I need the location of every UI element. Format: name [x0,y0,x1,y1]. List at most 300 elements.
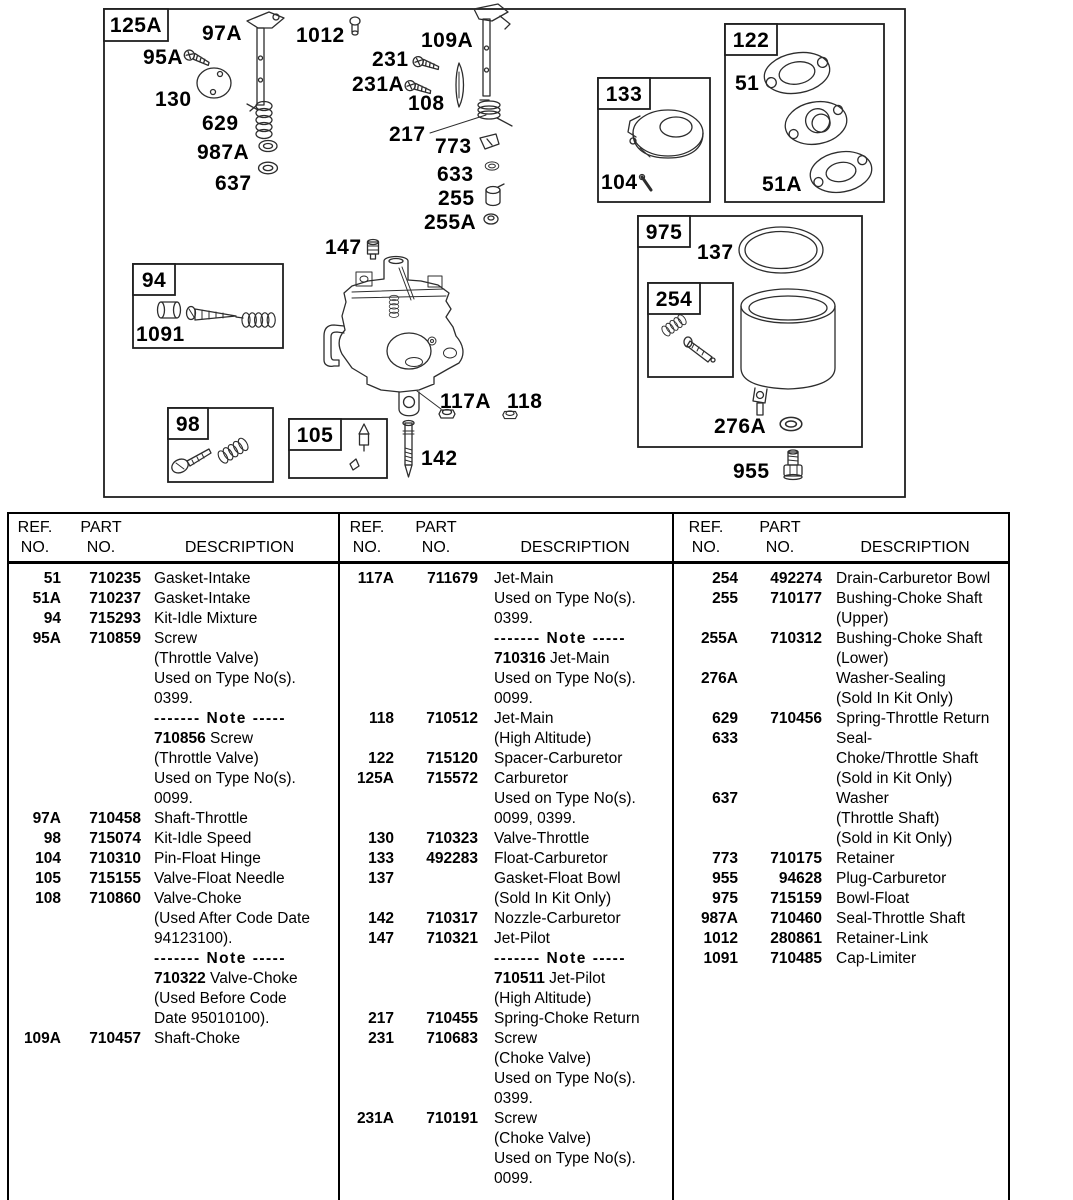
description-line: (Upper) [836,610,889,627]
part-row [9,829,338,849]
exploded-parts-diagram [0,0,1073,512]
callout-label-1091: 1091 [136,323,185,346]
description-line: Valve-Float Needle [154,870,285,887]
part-no: 710237 [89,590,141,607]
ref-no: 955 [712,870,738,887]
parts-table [7,512,1010,1200]
ref-no: 122 [368,750,394,767]
part-no: 710455 [426,1010,478,1027]
description-line: Jet-Pilot [494,930,550,947]
ref-header: REF. NO. [17,519,53,556]
part-row [674,569,1008,589]
description-line: (Sold In Kit Only) [836,690,954,707]
ref-no: 125A [356,770,394,787]
part-no: 710312 [770,630,822,647]
intake-gasket-alt-mid-drawing [782,97,850,149]
part-no: 710321 [426,930,478,947]
description-line: (Used After Code Date [154,910,310,927]
float-bowl-gasket-drawing [739,227,823,273]
choke-shaft-seal-drawing [485,162,499,170]
description-line: (High Altitude) [494,730,592,747]
ref-header: REF. NO. [349,519,385,556]
choke-valve-screw-drawing [412,56,439,70]
description-line: Valve-Throttle [494,830,590,847]
float-needle-valve-drawing [350,424,369,470]
description-line: Used on Type No(s). [154,770,296,787]
table-header [674,514,1008,564]
group-label-254: 254 [655,288,693,311]
ref-no: 975 [712,890,738,907]
callout-label-633: 633 [437,163,474,186]
part-no: 710177 [770,590,822,607]
description-line: Bushing-Choke Shaft [836,590,983,607]
callout-label-117A: 117A [440,390,492,413]
description-line: Retainer-Link [836,930,929,947]
part-row [340,569,672,709]
table-header [340,514,672,564]
callout-label-255: 255 [438,187,475,210]
part-no: 710512 [426,710,478,727]
part-row [9,629,338,809]
intake-gasket-alt-drawing [807,147,875,197]
description-line: 0399. [494,610,533,627]
description-line: 0399. [494,1090,533,1107]
part-row [340,1009,672,1029]
part-row [9,849,338,869]
description [478,909,672,929]
description-line: (Sold In Kit Only) [494,890,612,907]
ref-no: 142 [368,910,394,927]
callout-label-637: 637 [215,172,252,195]
part-row [674,789,1008,849]
choke-shaft-drawing [474,4,510,96]
description [822,889,1008,909]
ref-no: 104 [35,850,61,867]
description-line: Carburetor [494,770,569,787]
desc-header: DESCRIPTION [520,539,630,556]
callout-label-255A: 255A [424,211,477,234]
part-no: 715572 [426,770,478,787]
ref-no: 130 [368,830,394,847]
part-no [738,669,822,709]
callout-label-104: 104 [601,171,638,194]
description-line: Gasket-Intake [154,590,251,607]
part-no: 710485 [770,950,822,967]
callout-label-118: 118 [507,390,543,413]
part-no: 492283 [426,850,478,867]
description [822,909,1008,929]
retainer-drawing [480,134,499,149]
description [478,769,672,829]
part-row [340,709,672,749]
description-line: (Used Before Code [154,990,287,1007]
description-line: Nozzle-Carburetor [494,910,621,927]
description-line: Used on Type No(s). [494,590,636,607]
description [822,949,1008,969]
part-no: 710860 [89,890,141,907]
callout-label-955: 955 [733,460,770,483]
ref-no: 231 [368,1030,394,1047]
description-line: ------- Note ----- [494,950,626,967]
part-row [674,889,1008,909]
part-row [340,869,672,909]
callout-label-276A: 276A [714,415,767,438]
ref-no: 1091 [703,950,738,967]
description [822,789,1008,849]
ref-no: 147 [368,930,394,947]
group-box-975 [638,216,862,447]
ref-no: 137 [368,870,394,887]
part-no: 715159 [770,890,822,907]
nozzle-drawing [403,421,414,478]
part-row [340,749,672,769]
description [822,569,1008,589]
description-line: ------- Note ----- [154,950,286,967]
part-no: 715074 [89,830,141,847]
description-line: (Throttle Valve) [154,750,259,767]
description-line: Shaft-Throttle [154,810,248,827]
part-row [340,909,672,929]
callout-label-137: 137 [697,241,734,264]
callout-label-142: 142 [421,447,458,470]
part-row [9,809,338,829]
part-row [340,1029,672,1109]
part-row [340,1109,672,1189]
ref-no: 108 [35,890,61,907]
callout-label-231: 231 [372,48,409,71]
description-line: 710316 Jet-Main [494,650,610,667]
ref-no: 98 [43,830,61,847]
callout-label-108: 108 [408,92,445,115]
throttle-return-spring-drawing [247,102,272,139]
description-line: 710322 Valve-Choke [154,970,298,987]
description-line: 0099. [494,1170,533,1187]
choke-bushing-upper-drawing [486,184,504,206]
jet-pilot-drawing [368,240,379,260]
parts-table-column-1 [9,514,338,1200]
description [822,669,1008,709]
desc-header: DESCRIPTION [860,539,970,556]
description-line: Washer-Sealing [836,670,946,687]
description-line: Washer [836,790,889,807]
description [822,589,1008,629]
throttle-shaft-drawing [247,12,284,111]
bowl-drain-spring-drawing [660,313,688,337]
carburetor-plug-drawing [784,450,802,480]
ref-no: 1012 [703,930,738,947]
description [822,869,1008,889]
ref-no: 133 [368,850,394,867]
part-no: 492274 [770,570,822,587]
description [478,749,672,769]
part-row [674,909,1008,929]
description [822,709,1008,729]
idle-mixture-spring-drawing [242,313,275,327]
ref-header: REF. NO. [688,519,724,556]
part-row [9,1029,338,1049]
part-no [394,869,478,909]
description-line: Used on Type No(s). [494,670,636,687]
part-no [738,789,822,849]
description-line: Used on Type No(s). [154,670,296,687]
float-bowl-drawing [741,289,835,415]
part-row [340,769,672,829]
callout-label-629: 629 [202,112,239,135]
part-row [9,889,338,1029]
description-line: (Throttle Valve) [154,650,259,667]
ref-no: 117A [357,570,394,587]
part-row [9,869,338,889]
description-line: 0099. [154,790,193,807]
description-line: Plug-Carburetor [836,870,947,887]
group-label-975: 975 [645,221,683,244]
retainer-link-drawing [350,17,360,35]
description [822,929,1008,949]
description-line: Float-Carburetor [494,850,608,867]
part-row [9,569,338,589]
ref-no: 105 [35,870,61,887]
body-spring-drawing [389,295,399,317]
part-no: 710457 [89,1030,141,1047]
part-no: 94628 [778,870,822,887]
description-line: 0099. [494,690,533,707]
part-row [674,669,1008,709]
description [478,849,672,869]
throttle-shaft-washer-drawing [259,162,278,174]
description-line: Seal-Throttle Shaft [836,910,966,927]
description-line: Kit-Idle Speed [154,830,252,847]
callout-label-130: 130 [155,88,192,111]
description-line: 0399. [154,690,193,707]
description [141,849,338,869]
part-no: 710460 [770,910,822,927]
ref-no: 637 [712,790,738,807]
part-header: PART NO. [759,519,801,556]
group-label-94: 94 [141,269,167,292]
idle-speed-spring-drawing [216,437,250,465]
description [478,829,672,849]
callout-label-97A: 97A [202,22,243,45]
part-row [9,589,338,609]
part-no: 715120 [426,750,478,767]
description-line: Cap-Limiter [836,950,917,967]
description [478,709,672,749]
callout-label-987A: 987A [197,141,250,164]
ref-no: 629 [712,710,738,727]
description-line: Screw [494,1030,538,1047]
ref-no: 109A [23,1030,61,1047]
ref-no: 118 [368,710,394,727]
description-line: (Choke Valve) [494,1130,592,1147]
part-row [674,629,1008,669]
description [141,869,338,889]
callout-label-217: 217 [389,123,426,146]
part-no: 710683 [426,1030,478,1047]
description-line: Spring-Throttle Return [836,710,990,727]
description-line: Date 95010100). [154,1010,270,1027]
table-body [674,564,1008,969]
part-no: 715293 [89,610,141,627]
part-row [674,589,1008,629]
table-header [9,514,338,564]
callout-labels-layer [104,9,802,483]
ref-no: 633 [712,730,738,747]
part-no: 710310 [89,850,141,867]
description-line: 710856 Screw [154,730,254,747]
part-row [674,729,1008,789]
part-no: 710859 [89,630,141,647]
throttle-valve-disc-drawing [197,68,231,98]
description [822,849,1008,869]
ref-no: 773 [712,850,738,867]
part-row [9,609,338,629]
ref-no: 255A [700,630,738,647]
description [141,569,338,589]
ref-no: 217 [368,1010,394,1027]
ref-no: 987A [700,910,738,927]
group-label-98: 98 [175,413,201,436]
choke-bushing-lower-drawing [484,214,498,224]
part-row [674,849,1008,869]
idle-speed-kit-drawing [170,449,211,475]
part-no: 280861 [770,930,822,947]
ref-no: 255 [712,590,738,607]
description-line: Pin-Float Hinge [154,850,261,867]
part-no: 710456 [770,710,822,727]
part-no: 710175 [770,850,822,867]
description-line: (Throttle Shaft) [836,810,940,827]
description [141,829,338,849]
throttle-shaft-seal-drawing [259,141,277,152]
description-line: Retainer [836,850,895,867]
bowl-drain-drawing [684,337,715,362]
table-body [340,564,672,1189]
description [478,1029,672,1109]
description [478,929,672,1009]
description-line: Screw [494,1110,538,1127]
ref-no: 254 [712,570,738,587]
description-line: Drain-Carburetor Bowl [836,570,991,587]
description-line: (Choke Valve) [494,1050,592,1067]
part-row [340,929,672,1009]
desc-header: DESCRIPTION [184,539,295,556]
throttle-valve-screw-drawing [183,49,211,65]
description [822,729,1008,789]
parts-table-column-3 [672,514,1008,1200]
description-line: Bowl-Float [836,890,910,907]
ref-no: 97A [32,810,61,827]
float-hinge-pin-drawing [640,175,652,191]
part-no: 715155 [89,870,141,887]
description [141,629,338,809]
ref-no: 51 [43,570,61,587]
description-line: 94123100). [154,930,233,947]
callout-label-1012: 1012 [296,24,345,47]
group-label-125A: 125A [109,14,163,37]
description-line: Screw [154,630,198,647]
description-line: Used on Type No(s). [494,1150,636,1167]
part-no [738,729,822,789]
callout-label-95A: 95A [143,46,184,69]
description-line: Jet-Main [494,710,554,727]
description [822,629,1008,669]
description [141,809,338,829]
callout-label-51: 51 [735,72,760,95]
description-line: Shaft-Choke [154,1030,241,1047]
description-line: Seal- [836,730,873,747]
parts-table-column-2 [338,514,672,1200]
ref-no: 94 [43,610,61,627]
float-drawing [628,110,703,158]
part-row [674,869,1008,889]
jet-main-leader-line [417,391,441,409]
part-no: 710317 [426,910,478,927]
description-line: Gasket-Float Bowl [494,870,621,887]
part-header: PART NO. [415,519,457,556]
part-header: PART NO. [80,519,122,556]
description-line: ------- Note ----- [494,630,626,647]
part-no: 711679 [427,570,478,587]
part-row [674,929,1008,949]
part-no: 710323 [426,830,478,847]
callout-label-109A: 109A [421,29,474,52]
description-line: Spring-Choke Return [494,1010,640,1027]
group-label-133: 133 [605,83,643,106]
choke-valve-drawing [456,63,464,107]
part-row [674,949,1008,969]
description [478,1009,672,1029]
description [141,889,338,1029]
description-line: Kit-Idle Mixture [154,610,258,627]
description-line: Gasket-Intake [154,570,251,587]
description-line: 710511 Jet-Pilot [494,970,606,987]
description-line: Choke/Throttle Shaft [836,750,979,767]
callout-label-773: 773 [435,135,472,158]
callout-label-231A: 231A [352,73,405,96]
description [141,589,338,609]
description [478,1109,672,1189]
description-line: Used on Type No(s). [494,1070,636,1087]
description-line: 0099, 0399. [494,810,576,827]
description-line: Used on Type No(s). [494,790,636,807]
description [478,569,672,709]
callout-label-51A: 51A [762,173,803,196]
part-no: 710458 [89,810,141,827]
description-line: (High Altitude) [494,990,592,1007]
description-line: ------- Note ----- [154,710,286,727]
ref-no: 95A [32,630,61,647]
part-no: 710235 [89,570,141,587]
ref-no: 231A [356,1110,394,1127]
group-label-105: 105 [296,424,334,447]
description [478,869,672,909]
callout-label-147: 147 [325,236,362,259]
ref-no: 51A [32,590,61,607]
description-line: (Sold in Kit Only) [836,830,953,847]
description-line: (Sold in Kit Only) [836,770,953,787]
ref-no: 276A [700,670,738,687]
description-line: (Lower) [836,650,889,667]
part-row [340,829,672,849]
idle-mixture-kit-drawing [158,302,244,320]
description [141,609,338,629]
description-line: Jet-Main [494,570,554,587]
part-row [340,849,672,869]
description-line: Valve-Choke [154,890,242,907]
description-line: Spacer-Carburetor [494,750,623,767]
part-no: 710191 [426,1110,478,1127]
description [141,1029,338,1049]
